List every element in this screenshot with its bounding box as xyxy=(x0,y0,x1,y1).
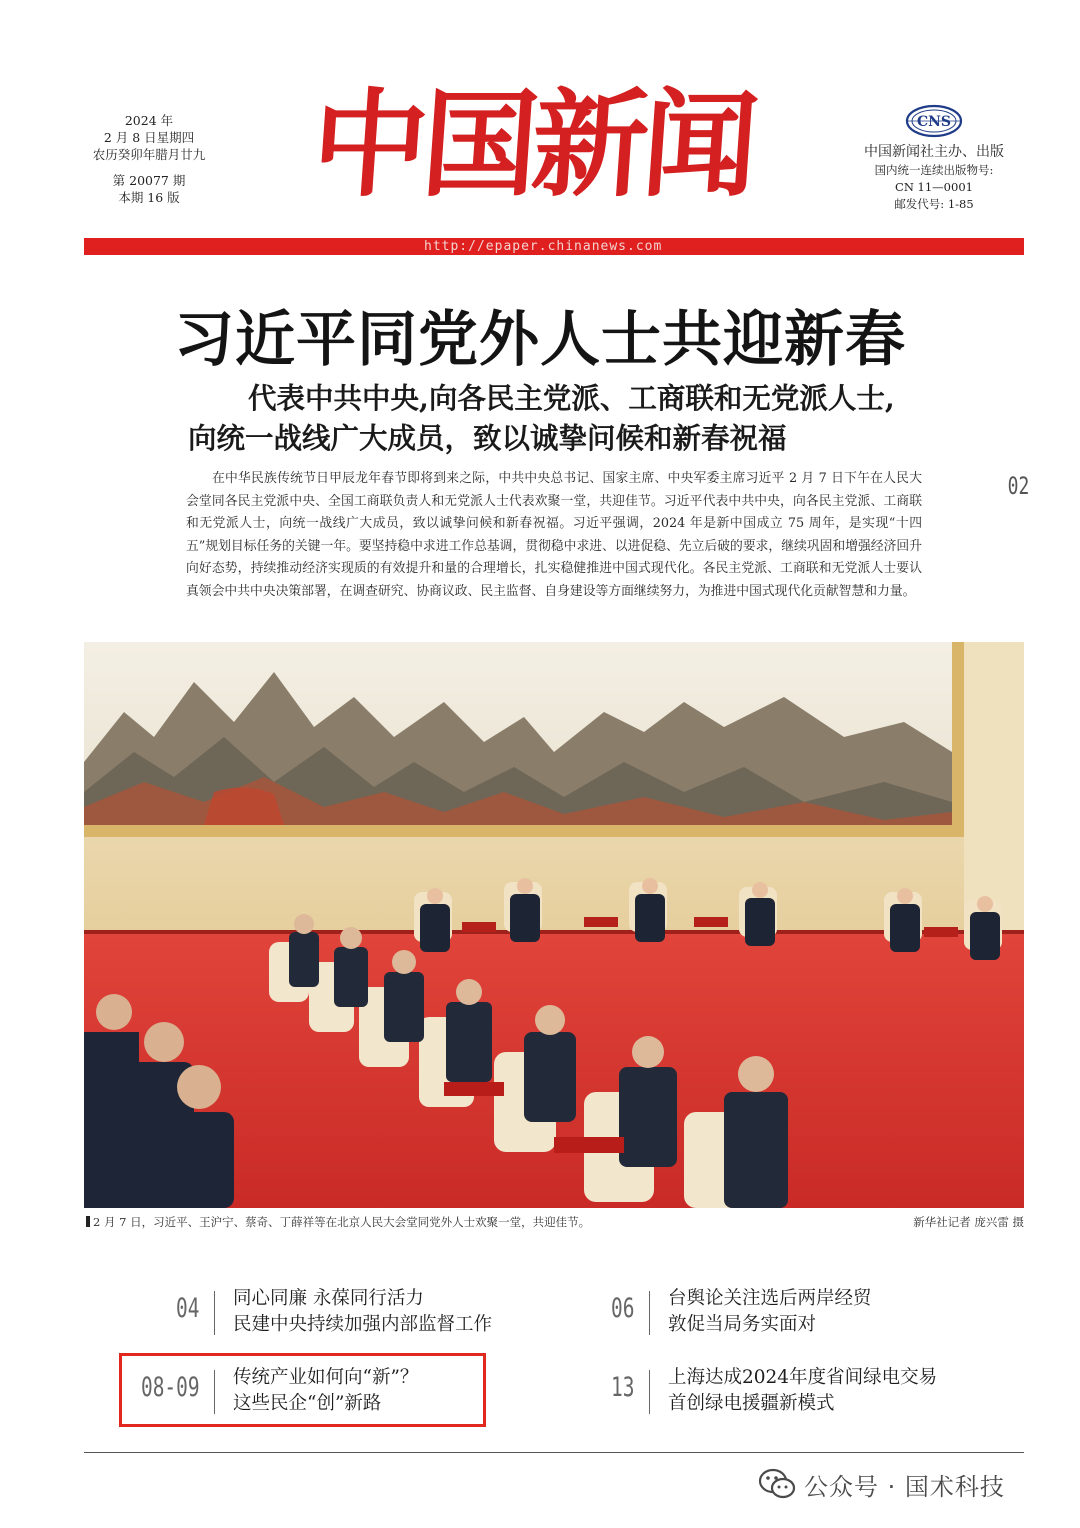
teaser-title-line-1: 传统产业如何向“新”？ xyxy=(233,1367,419,1388)
postal-code: 邮发代号: 1-85 xyxy=(894,197,974,211)
teaser-page-04[interactable] xyxy=(176,1285,536,1345)
masthead-publisher-block xyxy=(845,104,1023,213)
continued-page-ref[interactable]: 02 xyxy=(1007,472,1030,500)
teaser-page-08-09[interactable] xyxy=(141,1364,501,1424)
teaser-divider xyxy=(649,1291,650,1335)
watermark-text: 公众号 · 国术科技 xyxy=(804,1472,1005,1501)
teaser-title-line-2: 民建中央持续加强内部监督工作 xyxy=(233,1314,493,1335)
teaser-page-06[interactable] xyxy=(611,1285,971,1345)
masthead-dateline xyxy=(86,112,212,206)
masthead-pages: 本期 16 版 xyxy=(118,190,180,205)
teaser-title-line-2: 敦促当局务实面对 xyxy=(668,1314,817,1335)
masthead-year: 2024 年 xyxy=(124,113,174,128)
newspaper-title: 中国新闻 xyxy=(307,77,758,213)
svg-text:CNS: CNS xyxy=(916,114,952,130)
caption-marker xyxy=(86,1216,90,1227)
masthead-issue: 第 20077 期 xyxy=(112,173,186,188)
headline: 习近平同党外人士共迎新春 xyxy=(174,305,906,375)
teaser-title-line-1: 台舆论关注选后两岸经贸 xyxy=(668,1288,872,1309)
photo-credit: 新华社记者 庞兴雷 摄 xyxy=(913,1215,1024,1229)
teaser-page-number: 08-09 xyxy=(141,1372,200,1403)
cns-logo-icon xyxy=(905,104,963,138)
serial-number: CN 11—0001 xyxy=(895,180,973,194)
teaser-title-line-1: 上海达成2024年度省间绿电交易 xyxy=(668,1367,938,1388)
wechat-watermark xyxy=(758,1464,1005,1504)
publisher-name: 中国新闻社主办、出版 xyxy=(864,144,1004,160)
teaser-title-line-1: 同心同廉 永葆同行活力 xyxy=(233,1288,424,1309)
teaser-divider xyxy=(649,1370,650,1414)
meeting-hall-photo-illustration xyxy=(84,642,1024,1208)
photo-caption-text: 2 月 7 日，习近平、王沪宁、蔡奇、丁薛祥等在北京人民大会堂同党外人士欢聚一堂，共迎佳节。 xyxy=(93,1215,591,1229)
wechat-icon xyxy=(758,1468,796,1500)
teaser-divider xyxy=(214,1370,215,1414)
teaser-page-13[interactable] xyxy=(611,1364,971,1424)
lead-paragraph: 在中华民族传统节日甲辰龙年春节即将到来之际，中共中央总书记、国家主席、中央军委主席习近平 2 月 7 日下午在人民大会堂同各民主党派中央、全国工商联负责人和无党派人士代表欢聚一堂，共迎佳节。习近平代表中共中央，向各民主党派、工商联和无党派人士，向统一战线广大成员，致以诚挚问候和新春祝福。习近平强调，2024 年是新中国成立 75 周年，是实现“十四五”规划目标任务的关键一年。要坚持稳中求进工作总基调，贯彻稳中求进、以进促稳、先立后破的要求，继续巩固和增强经济回升向好态势，持续推动经济实现质的有效提升和量的合理增长，扎实稳健推进中国式现代化。各民主党派、工商联和无党派人士要认真领会中共中央决策部署，在调查研究、协商议政、民主监督、自身建设等方面继续努力，为推进中国式现代化贡献智慧和力量。 xyxy=(186,471,922,599)
teaser-page-number: 13 xyxy=(611,1372,635,1403)
bottom-rule xyxy=(84,1452,1024,1453)
masthead-date: 2 月 8 日星期四 xyxy=(103,130,195,145)
teaser-page-number: 06 xyxy=(611,1293,635,1324)
subheadline-line-1: 代表中共中央,向各民主党派、工商联和无党派人士, xyxy=(248,381,895,415)
teaser-divider xyxy=(214,1291,215,1335)
masthead-red-bar xyxy=(84,238,1024,255)
subheadline xyxy=(188,378,948,458)
teaser-title-line-2: 这些民企“创”新路 xyxy=(233,1393,382,1414)
news-photo xyxy=(84,642,1024,1208)
masthead-lunar-date: 农历癸卯年腊月廿九 xyxy=(92,147,206,162)
photo-caption xyxy=(86,1214,590,1230)
teaser-title-line-2: 首创绿电援疆新模式 xyxy=(668,1393,835,1414)
teaser-page-number: 04 xyxy=(176,1293,200,1324)
serial-label: 国内统一连续出版物号: xyxy=(874,163,994,177)
subheadline-line-2: 向统一战线广大成员，致以诚挚问候和新春祝福 xyxy=(188,421,787,455)
epaper-url-link[interactable]: http://epaper.chinanews.com xyxy=(424,239,663,254)
